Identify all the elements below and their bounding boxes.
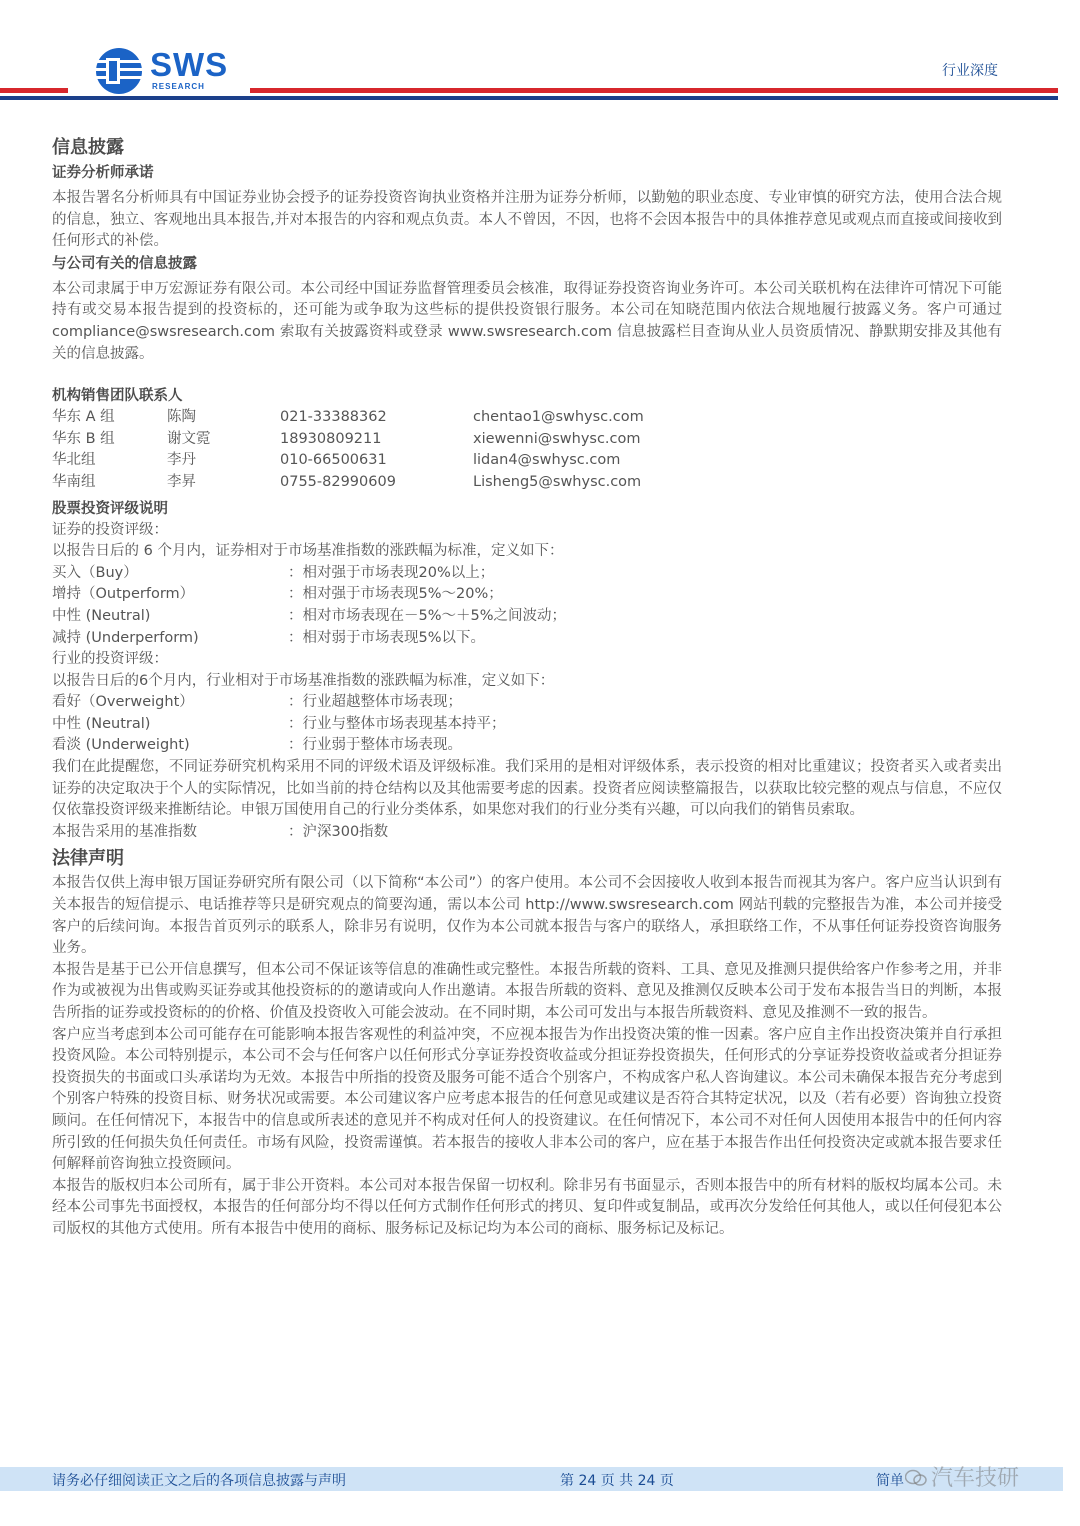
contact-name: 陈陶 <box>167 409 196 426</box>
section-title-disclosure: 信息披露 <box>52 137 124 158</box>
legal-paragraph-3: 客户应当考虑到本公司可能存在可能影响本报告客观性的利益冲突，不应视本报告为作出投资决策的惟一因素。客户应自主作出投资决策并自行承担投资风险。本公司特别提示，本公司不会与任何客户以任何形式分享证券投资收益或分担证券投资损失，任何形式的分享证券投资收益或者分担证券投资损失的书面或口头承诺均为无效。本报告中所指的投资及服务可能不适合个别客户，不构成客户私人咨询建议。本公司未确保本报告充分考虑到个别客户特殊的投资目标、财务状况或需要。本公司建议客户应考虑本报告的任何意见或建议是否符合其特定状况，以及（若有必要）咨询独立投资顾问。在任何情况下，本报告中的信息或所表述的意见并不构成对任何人的投资建议。在任何情况下，本公司不对任何人因使用本报告中的任何内容所引致的任何损失负任何责任。市场有风险，投资需谨慎。若本报告的接收人非本公司的客户，应在基于本报告作出任何投资决定或就本报告要求任何解释前咨询独立投资顾问。 <box>52 1026 1002 1173</box>
contact-email[interactable]: lidan4@swhysc.com <box>473 452 621 469</box>
contact-phone: 021-33388362 <box>280 409 387 426</box>
contact-email[interactable]: xiewenni@swhysc.com <box>473 430 641 447</box>
rating-label: 减持 (Underperform) <box>52 629 199 646</box>
rating-row <box>52 692 1002 714</box>
contact-email[interactable]: chentao1@swhysc.com <box>473 409 644 426</box>
stock-rating-label: 证券的投资评级： <box>52 521 168 538</box>
legal-paragraph-4: 本报告的版权归本公司所有，属于非公开资料。本公司对本报告保留一切权利。除非另有书面显示，否则本报告中的所有材料的版权均属本公司。未经本公司事先书面授权，本报告的任何部分均不得以任何方式制作任何形式的拷贝、复印件或复制品，或再次分发给任何其他人，或以任何侵犯本公司版权的其他方式使用。所有本报告中使用的商标、服务标记及标记均为本公司的商标、服务标记及标记。 <box>52 1177 1002 1237</box>
rating-label: 中性 (Neutral) <box>52 607 151 624</box>
rating-desc: ：相对强于市场表现20%以上； <box>288 564 495 581</box>
disclosure-content <box>52 134 1002 1241</box>
rating-row <box>52 628 1002 650</box>
rating-desc: ：行业与整体市场表现基本持平； <box>288 715 506 732</box>
rating-row <box>52 714 1002 736</box>
contact-email[interactable]: Lisheng5@swhysc.com <box>473 473 642 490</box>
contact-name: 李昇 <box>167 473 196 490</box>
header-rule-red-left <box>0 88 68 93</box>
logo-subtitle: RESEARCH <box>152 82 205 91</box>
rating-desc: ：行业超越整体市场表现； <box>288 694 462 711</box>
rating-label: 增持（Outperform） <box>52 586 195 603</box>
wechat-icon <box>905 1469 927 1487</box>
rating-desc: ：相对市场表现在－5%～＋5%之间波动； <box>288 607 567 624</box>
logo-wordmark: SWS <box>150 46 229 83</box>
legal-paragraph-2: 本报告是基于已公开信息撰写，但本公司不保证该等信息的准确性或完整性。本报告所载的资料、工具、意见及推测只提供给客户作参考之用，并非作为或被视为出售或购买证券或其他投资标的的邀请或向人作出邀请。本报告所载的资料、意见及推测仅反映本公司于发布本报告当日的判断，本报告所指的证券或投资标的的价格、价值及投资收入可能会波动。在不同时期，本公司可发出与本报告所载资料、意见及推测不一致的报告。 <box>52 961 1002 1021</box>
rating-row <box>52 735 1002 757</box>
contact-team: 华东 A 组 <box>52 409 115 426</box>
benchmark-row <box>52 822 1002 844</box>
industry-rating-table <box>52 692 1002 757</box>
header-rule-red-right <box>250 88 1058 93</box>
benchmark-label: 本报告采用的基准指数 <box>52 823 197 840</box>
stock-rating-definition: 以报告日后的 6 个月内，证券相对于市场基准指数的涨跌幅为标准，定义如下： <box>52 543 564 560</box>
contact-phone: 0755-82990609 <box>280 473 396 490</box>
footer-right-text: 简单 <box>876 1473 904 1489</box>
contact-team: 华北组 <box>52 452 96 469</box>
contact-name: 李丹 <box>167 452 196 469</box>
watermark-text: 汽车技研 <box>931 1466 1020 1491</box>
analyst-commitment-text: 本报告署名分析师具有中国证券业协会授予的证券投资咨询执业资格并注册为证券分析师，以勤勉的职业态度、专业审慎的研究方法，使用合法合规的信息，独立、客观地出具本报告,并对本报告的内容和观点负责。本人不曾因，不因，也将不会因本报告中的具体推荐意见或观点而直接或间接收到任何形式的补偿。 <box>52 190 1002 250</box>
rating-label: 买入（Buy） <box>52 564 138 581</box>
benchmark-value: ：沪深300指数 <box>288 823 389 840</box>
sales-contacts-list <box>52 407 1002 493</box>
header-rule-navy <box>0 96 1058 100</box>
footer-disclaimer-note: 请务必仔细阅读正文之后的各项信息披露与声明 <box>52 1473 346 1489</box>
rating-reminder-text: 我们在此提醒您，不同证券研究机构采用不同的评级术语及评级标准。我们采用的是相对评级体系，表示投资的相对比重建议；投资者买入或者卖出证券的决定取决于个人的实际情况，比如当前的持仓结构以及其他需要考虑的因素。投资者应阅读整篇报告，以获取比较完整的观点与信息，不应仅仅依靠投资评级来推断结论。申银万国使用自己的行业分类体系，如果您对我们的行业分类有兴趣，可以向我们的销售员索取。 <box>52 759 1002 819</box>
contact-phone: 010-66500631 <box>280 452 387 469</box>
rating-label: 看好（Overweight） <box>52 694 194 711</box>
wechat-watermark <box>905 1461 1019 1492</box>
sws-logo <box>92 46 232 96</box>
rating-label: 中性 (Neutral) <box>52 715 151 732</box>
rating-row <box>52 584 1002 606</box>
contact-row <box>52 450 1002 472</box>
contact-team: 华东 B 组 <box>52 430 115 447</box>
report-category-tag: 行业深度 <box>942 63 998 79</box>
rating-desc: ：相对强于市场表现5%～20%； <box>288 586 503 603</box>
rating-desc: ：行业弱于整体市场表现。 <box>288 737 462 754</box>
sales-contacts-title: 机构销售团队联系人 <box>52 388 183 405</box>
contact-name: 谢文霓 <box>167 430 211 447</box>
rating-explanation-title: 股票投资评级说明 <box>52 500 168 517</box>
industry-rating-definition: 以报告日后的6个月内，行业相对于市场基准指数的涨跌幅为标准，定义如下： <box>52 672 555 689</box>
contact-row <box>52 407 1002 429</box>
rating-label: 看淡 (Underweight) <box>52 737 190 754</box>
rating-row <box>52 606 1002 628</box>
contact-phone: 18930809211 <box>280 430 382 447</box>
section-title-legal: 法律声明 <box>52 848 124 870</box>
industry-rating-label: 行业的投资评级： <box>52 651 168 668</box>
company-disclosure-title: 与公司有关的信息披露 <box>52 255 197 272</box>
page-number: 第 24 页 共 24 页 <box>560 1473 674 1489</box>
rating-desc: ：相对弱于市场表现5%以下。 <box>288 629 486 646</box>
legal-paragraph-1: 本报告仅供上海申银万国证券研究所有限公司（以下简称“本公司”）的客户使用。本公司不会因接收人收到本报告而视其为客户。客户应当认识到有关本报告的短信提示、电话推荐等只是研究观点的简要沟通，需以本公司 http://www.swsresearch.com 网站刊载的完整报告为准，本公司并接受客户的后续问询。本报告首页列示的联系人，除非另有说明，仅作为本公司就本报告与客户的联络人，承担联络工作，不从事任何证券投资咨询服务业务。 <box>52 875 1002 957</box>
rating-row <box>52 563 1002 585</box>
analyst-commitment-title: 证券分析师承诺 <box>52 165 154 181</box>
sws-globe-icon <box>92 46 146 96</box>
company-disclosure-text: 本公司隶属于申万宏源证券有限公司。本公司经中国证券监督管理委员会核准，取得证券投资咨询业务许可。本公司关联机构在法律许可情况下可能持有或交易本报告提到的投资标的，还可能为或争取为这些标的提供投资银行服务。本公司在知晓范围内依法合规地履行披露义务。客户可通过 compliance@swsresearch.com 索取有关披露资料或登录 www.swsresearch.com 信息披露栏目查询从业人员资质情况、静默期安排及其他有关的信息披露。 <box>52 280 1002 362</box>
contact-team: 华南组 <box>52 473 96 490</box>
stock-rating-table <box>52 563 1002 649</box>
contact-row <box>52 472 1002 494</box>
contact-row <box>52 429 1002 451</box>
